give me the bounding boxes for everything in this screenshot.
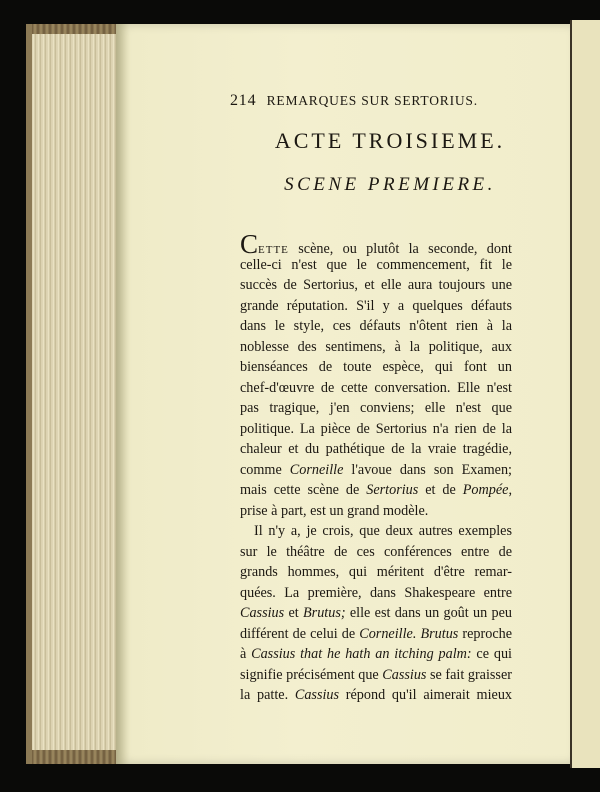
page-body-text bbox=[240, 229, 513, 706]
act-title: ACTE TROISIEME. bbox=[274, 128, 506, 153]
italic-name: Corneille bbox=[289, 461, 344, 478]
text-fragment: scène, ou plutôt la seconde, dont bbox=[288, 241, 512, 257]
text-fragment: et de bbox=[418, 482, 463, 498]
text-line: sur le théâtre de ces conférences entre de bbox=[240, 543, 512, 560]
text-fragment: différent de celui de bbox=[240, 625, 360, 642]
text-line: quées. La première, dans Shakespeare entre bbox=[240, 584, 512, 601]
text-line: chef-d'œuvre de cette conversation. Elle n'est bbox=[240, 379, 512, 396]
text-line: Il n'y a, je crois, que deux autres exemples bbox=[254, 523, 512, 539]
facing-page-edge bbox=[570, 20, 600, 768]
text-line: succès de Sertorius, et elle aura toujours une bbox=[240, 277, 512, 293]
text-line bbox=[240, 480, 512, 501]
text-fragment: signifie précisément que bbox=[240, 666, 383, 683]
text-line: bienséances de toute espèce, qui font un bbox=[240, 359, 512, 375]
text-fragment: la patte. bbox=[240, 687, 295, 703]
running-title: REMARQUES SUR SERTORIUS. bbox=[266, 93, 478, 108]
italic-name: Cassius bbox=[382, 666, 427, 683]
text-line bbox=[240, 665, 512, 686]
text-fragment: à bbox=[240, 646, 252, 662]
text-fragment: répond qu'il aimerait mieux bbox=[339, 687, 513, 703]
running-header bbox=[230, 92, 560, 110]
text-line: dans le style, ces défauts n'ôtent rien à la bbox=[240, 318, 512, 334]
text-line: pas tragique, j'en conviens; elle n'est que bbox=[240, 400, 512, 416]
text-line bbox=[240, 624, 512, 645]
text-fragment: , bbox=[508, 482, 512, 498]
italic-name: Cassius bbox=[240, 605, 285, 621]
italic-name: Corneille. bbox=[359, 625, 417, 642]
text-line: prise à part, est un grand modèle. bbox=[240, 502, 429, 519]
book-page bbox=[116, 24, 570, 764]
text-line: chaleur et du pathétique de la vraie tragédie, bbox=[240, 441, 512, 457]
text-line: politique. La pièce de Sertorius n'a rien de la bbox=[240, 420, 512, 437]
text-line bbox=[240, 685, 512, 706]
text-line: grands hommes, qui méritent d'être remar- bbox=[240, 564, 512, 580]
text-fragment: reproche bbox=[458, 625, 513, 642]
text-fragment: mais cette scène de bbox=[240, 482, 367, 498]
book-fore-edge bbox=[26, 24, 122, 764]
text-line: grande réputation. S'il y a quelques défauts bbox=[240, 297, 512, 314]
text-line bbox=[240, 644, 512, 665]
text-fragment: comme bbox=[240, 461, 290, 478]
text-fragment: ce qui bbox=[471, 646, 512, 662]
italic-name: Sertorius bbox=[366, 482, 419, 498]
text-fragment: se fait graisser bbox=[426, 666, 512, 683]
text-line bbox=[240, 229, 512, 259]
scene-title: SCENE PREMIERE. bbox=[284, 174, 496, 195]
small-caps-word: ETTE bbox=[258, 244, 289, 256]
page-number: 214 bbox=[230, 92, 257, 109]
italic-quote: Cassius that he hath an itching palm: bbox=[251, 646, 472, 662]
text-fragment: elle est dans un goût un peu bbox=[345, 605, 512, 621]
italic-name: Cassius bbox=[294, 687, 340, 703]
italic-name: Brutus; bbox=[303, 605, 346, 621]
text-line: celle-ci n'est que le commencement, fit le bbox=[240, 256, 512, 273]
text-line bbox=[240, 603, 512, 624]
italic-name: Brutus bbox=[420, 625, 459, 642]
text-fragment: l'avoue dans son Examen; bbox=[343, 461, 513, 478]
text-line bbox=[240, 460, 512, 481]
drop-cap: C bbox=[240, 229, 259, 259]
text-fragment: et bbox=[284, 605, 303, 621]
italic-name: Pompée bbox=[462, 482, 509, 498]
text-line: noblesse des sentimens, à la politique, aux bbox=[240, 338, 512, 355]
